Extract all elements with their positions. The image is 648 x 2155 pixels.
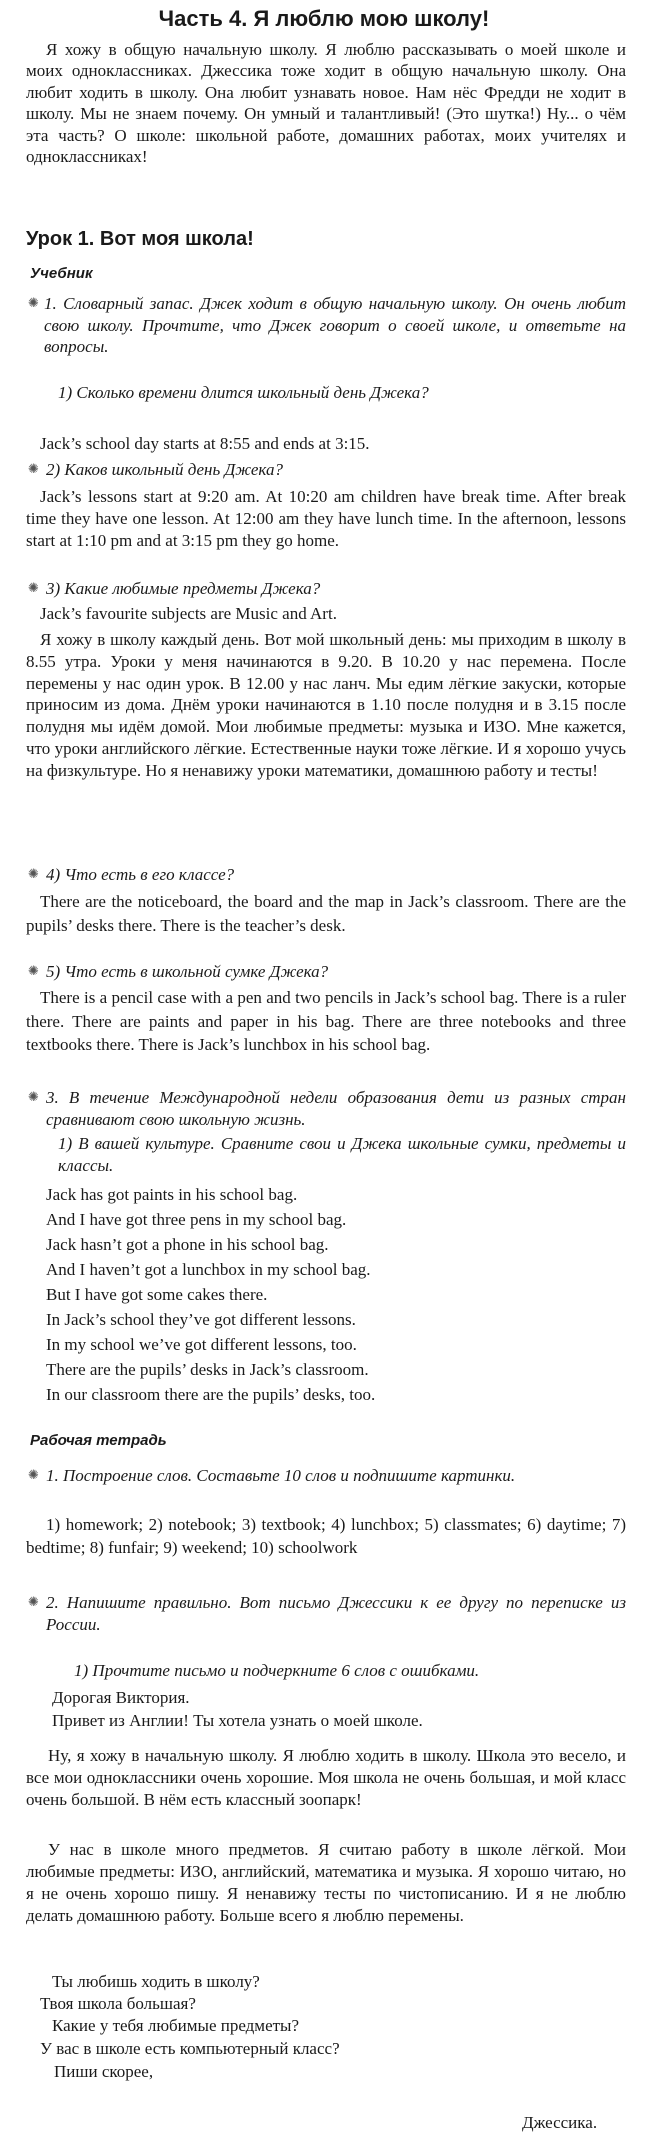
workbook-heading: Рабочая тетрадь bbox=[30, 1432, 167, 1449]
letter-paragraph-1: Ну, я хожу в начальную школу. Я люблю ходить в школу. Школа это весело, и все мои одноклассники очень хорошие. Моя школа не очень большая, и мой класс очень большой. В нём есть классный зоопарк! bbox=[26, 1746, 626, 1809]
textbook-task-3: 3. В течение Международной недели образования дети из разных стран сравнивают свою школьную жизнь. bbox=[46, 1088, 626, 1129]
letter-question: У вас в школе есть компьютерный класс? bbox=[40, 2039, 340, 2058]
letter-question: Твоя школа большая? bbox=[40, 1994, 196, 2013]
textbook-task-3-subtask: 1) В вашей культуре. Сравните свои и Джека школьные сумки, предметы и классы. bbox=[58, 1134, 626, 1175]
bullet-icon: ✺ bbox=[28, 1090, 39, 1105]
workbook-task-2: 2. Напишите правильно. Вот письмо Джессики к ее другу по переписке из России. bbox=[46, 1593, 626, 1634]
compare-line: Jack has got paints in his school bag. bbox=[46, 1185, 298, 1204]
question-4: 4) Что есть в его классе? bbox=[46, 865, 235, 884]
textbook-task-1: 1. Словарный запас. Джек ходит в общую начальную школу. Он очень любит свою школу. Прочтите, что Джек говорит о своей школе, и ответьте на вопросы. bbox=[44, 294, 626, 356]
answer-2: Jack’s lessons start at 9:20 am. At 10:20 am children have break time. After break time they have one lesson. At 12:00 am they have lunch time. In the afternoon, lessons start at 1:10 pm and at 3:15 pm they go home. bbox=[26, 487, 626, 550]
textbook-heading: Учебник bbox=[30, 265, 93, 282]
compare-line: And I haven’t got a lunchbox in my school bag. bbox=[46, 1260, 371, 1279]
answer-3-translation: Я хожу в школу каждый день. Вот мой школьный день: мы приходим в школу в 8.55 утра. Уроки у меня начинаются в 9.20. В 10.20 у нас перемена. После перемены у нас один урок. В 12.00 у нас ланч. Мы едим лёгкие закуски, которые приносим из дома. Днём уроки начинаются в 1.10 после полудня и в 3.15 после полудня мы идём домой. Мои любимые предметы: музыка и ИЗО. Мне кажется, что уроки английского лёгкие. Естественные науки тоже лёгкие. И я хорошо учусь на физкультуре. Но я ненавижу уроки математики, домашнюю работу и тесты! bbox=[26, 630, 626, 780]
intro-paragraph: Я хожу в общую начальную школу. Я люблю рассказывать о моей школе и моих одноклассниках. Джессика тоже ходит в общую начальную школу. Она любит ходить в школу. Она любит узнавать новое. Нам нёс Фредди не ходит в школу. Мы не знаем почему. Он умный и талантливый! (Это шутка!) Ну... о чём эта часть? О школе: школьной работе, домашних работах, моих учителях и одноклассниках! bbox=[26, 40, 626, 167]
workbook-task-2-subtask: 1) Прочтите письмо и подчеркните 6 слов с ошибками. bbox=[74, 1661, 480, 1680]
letter-question: Какие у тебя любимые предметы? bbox=[52, 2016, 300, 2035]
compare-line: But I have got some cakes there. bbox=[46, 1285, 268, 1304]
workbook-task-1-answer: 1) homework; 2) notebook; 3) textbook; 4) lunchbox; 5) classmates; 6) daytime; 7) bedtime; 8) funfair; 9) weekend; 10) schoolwork bbox=[26, 1515, 626, 1557]
answer-1: Jack’s school day starts at 8:55 and ends at 3:15. bbox=[40, 434, 370, 453]
bullet-icon: ✺ bbox=[28, 462, 39, 477]
compare-line: In Jack’s school they’ve got different lessons. bbox=[46, 1310, 356, 1329]
letter-question: Ты любишь ходить в школу? bbox=[52, 1972, 260, 1991]
bullet-icon: ✺ bbox=[28, 1468, 39, 1483]
compare-line: In our classroom there are the pupils’ desks, too. bbox=[46, 1385, 376, 1404]
bullet-icon: ✺ bbox=[28, 1595, 39, 1610]
letter-greeting: Дорогая Виктория. bbox=[52, 1688, 190, 1707]
page-title: Часть 4. Я люблю мою школу! bbox=[158, 6, 490, 31]
answer-3: Jack’s favourite subjects are Music and Art. bbox=[40, 604, 337, 623]
compare-line: And I have got three pens in my school bag. bbox=[46, 1210, 347, 1229]
letter-paragraph-2: У нас в школе много предметов. Я считаю работу в школе лёгкой. Мои любимые предметы: ИЗО, английский, математика и музыка. Я хорошо читаю, но я не очень хорошо пишу. Я ненавижу тесты по чистописанию. И я не люблю делать домашнюю работу. Больше всего я люблю перемены. bbox=[26, 1840, 626, 1925]
letter-closing: Пиши скорее, bbox=[54, 2062, 154, 2081]
bullet-icon: ✺ bbox=[28, 964, 39, 979]
question-5: 5) Что есть в школьной сумке Джека? bbox=[46, 962, 329, 981]
answer-5: There is a pencil case with a pen and two pencils in Jack’s school bag. There is a ruler there. There are paints and paper in his bag. There are three notebooks and three textbooks there. There is Jack’s lunchbox in his school bag. bbox=[26, 988, 626, 1054]
answer-4: There are the noticeboard, the board and the map in Jack’s classroom. There are the pupils’ desks there. There is the teacher’s desk. bbox=[26, 892, 626, 935]
compare-line: In my school we’ve got different lessons, too. bbox=[46, 1335, 357, 1354]
bullet-icon: ✺ bbox=[28, 867, 39, 882]
bullet-icon: ✺ bbox=[28, 581, 39, 596]
lesson-title: Урок 1. Вот моя школа! bbox=[26, 228, 254, 250]
letter-greeting-line-2: Привет из Англии! Ты хотела узнать о моей школе. bbox=[52, 1711, 423, 1730]
workbook-task-1: 1. Построение слов. Составьте 10 слов и подпишите картинки. bbox=[46, 1466, 516, 1485]
question-1: 1) Сколько времени длится школьный день Джека? bbox=[58, 383, 429, 402]
bullet-icon: ✺ bbox=[28, 296, 39, 311]
compare-line: Jack hasn’t got a phone in his school bag. bbox=[46, 1235, 329, 1254]
compare-line: There are the pupils’ desks in Jack’s classroom. bbox=[46, 1360, 369, 1379]
letter-signature: Джессика. bbox=[522, 2113, 598, 2132]
question-3: 3) Какие любимые предметы Джека? bbox=[46, 579, 321, 598]
question-2: 2) Каков школьный день Джека? bbox=[46, 460, 283, 479]
